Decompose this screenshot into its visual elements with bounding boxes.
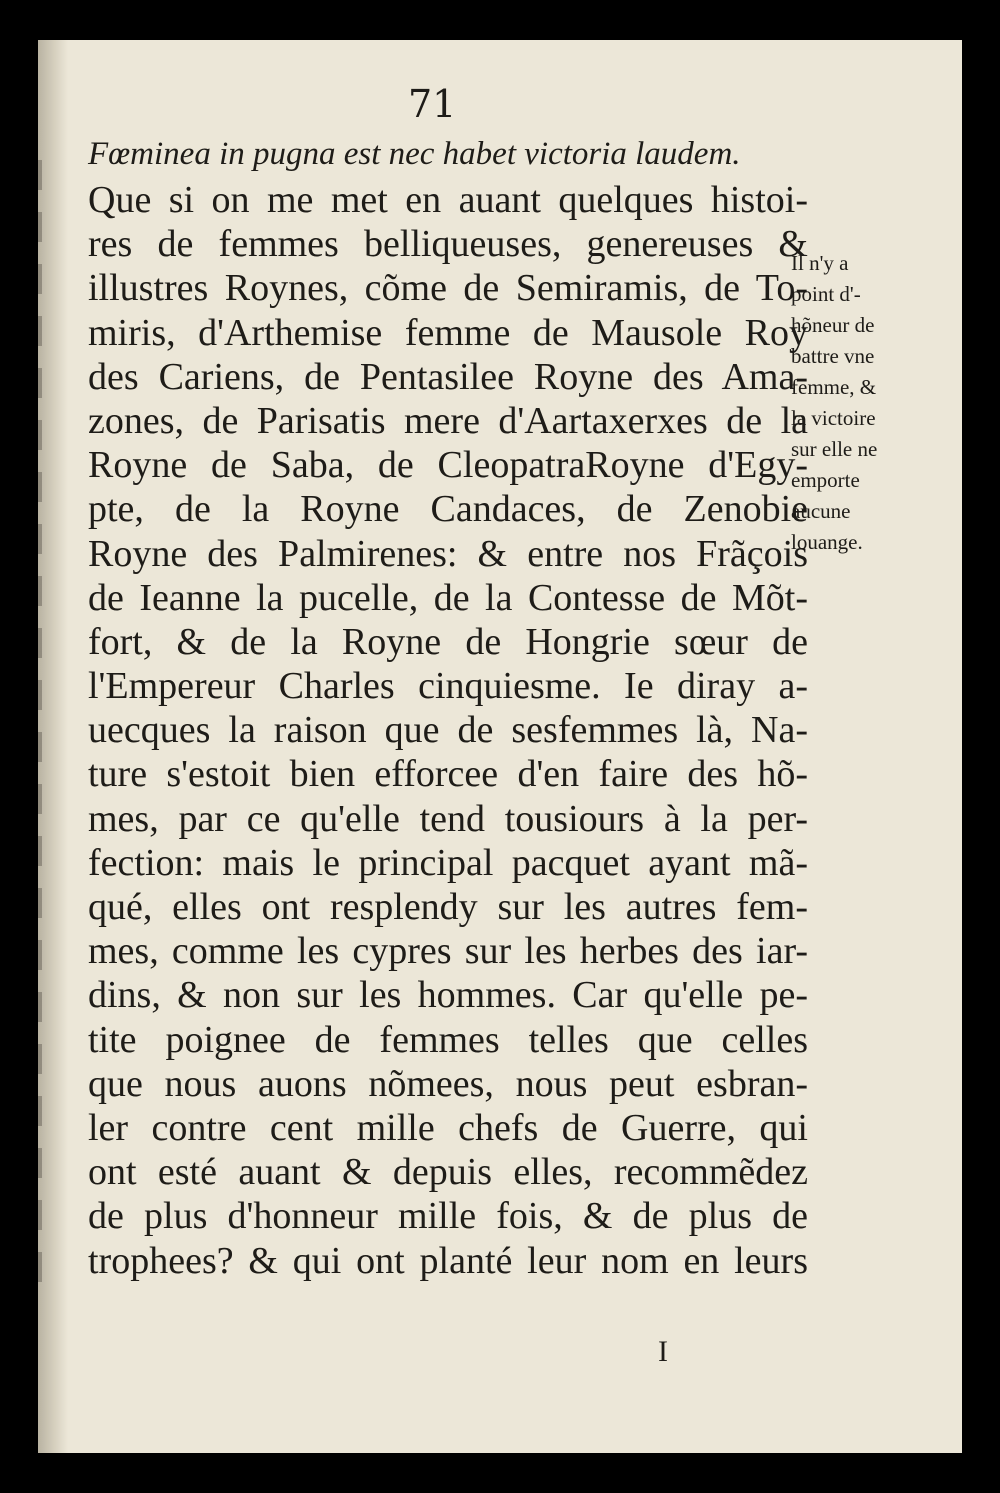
marginal-note-line: la victoire	[791, 406, 876, 430]
marginal-note-line: femme, &	[791, 375, 877, 399]
marginal-note-line: louange.	[791, 530, 863, 554]
marginal-note-line: Il n'y a	[791, 251, 849, 275]
text-line: tite poignee de femmes telles que celles	[88, 1018, 808, 1061]
text-line: que nous auons nõmees, nous peut esbran-	[88, 1062, 808, 1105]
marginal-note-line: hõneur de	[791, 313, 875, 337]
text-line: miris, d'Arthemise femme de Mausole Roy	[88, 311, 808, 354]
text-line: mes, par ce qu'elle tend tousiours à la per-	[88, 797, 808, 840]
text-line: zones, de Parisatis mere d'Aartaxerxes de la	[88, 399, 808, 442]
text-line: pte, de la Royne Candaces, de Zenobie	[88, 488, 808, 531]
text-line: res de femmes belliqueuses, genereuses &	[88, 223, 808, 266]
text-line: Royne des Palmirenes: & entre nos Frãçois	[88, 532, 808, 575]
text-line: l'Empereur Charles cinquiesme. Ie diray a-	[88, 665, 808, 708]
latin-epigraph: Fœminea in pugna est nec habet victoria laudem.	[88, 136, 741, 172]
page	[38, 40, 962, 1453]
text-line: Que si on me met en auant quelques histoi-	[88, 179, 808, 221]
text-line: fort, & de la Royne de Hongrie sœur de	[88, 620, 808, 663]
marginal-note-line: aucune	[791, 499, 851, 523]
text-line: ont esté auant & depuis elles, recommẽdez	[88, 1151, 808, 1194]
text-line: mes, comme les cypres sur les herbes des iar-	[88, 930, 808, 973]
show-through-bleed	[38, 160, 68, 1304]
text-line: de plus d'honneur mille fois, & de plus de	[88, 1195, 808, 1238]
signature-mark: I	[658, 1335, 668, 1368]
marginal-note-line: battre vne	[791, 344, 875, 368]
marginal-note-line: sur elle ne	[791, 437, 878, 461]
marginal-note-line: point d'-	[791, 282, 861, 306]
text-line: Royne de Saba, de CleopatraRoyne d'Egy-	[88, 444, 808, 487]
text-line: ture s'estoit bien efforcee d'en faire des hõ-	[88, 753, 808, 796]
body-text	[88, 178, 808, 1283]
text-line: dins, & non sur les hommes. Car qu'elle pe-	[88, 974, 808, 1017]
marginal-note	[791, 248, 931, 558]
text-line: des Cariens, de Pentasilee Royne des Ama-	[88, 355, 808, 398]
text-line: de Ieanne la pucelle, de la Contesse de Mõt-	[88, 576, 808, 619]
text-line: ler contre cent mille chefs de Guerre, qui	[88, 1106, 808, 1149]
marginal-note-line: emporte	[791, 468, 860, 492]
page-number: 71	[408, 82, 457, 126]
text-line: fection: mais le principal pacquet ayant mã-	[88, 841, 808, 884]
text-line: illustres Roynes, cõme de Semiramis, de To-	[88, 267, 808, 310]
text-line: uecques la raison que de sesfemmes là, Na-	[88, 709, 808, 752]
text-line: trophees? & qui ont planté leur nom en leurs	[88, 1239, 808, 1282]
text-line: qué, elles ont resplendy sur les autres fem-	[88, 886, 808, 928]
